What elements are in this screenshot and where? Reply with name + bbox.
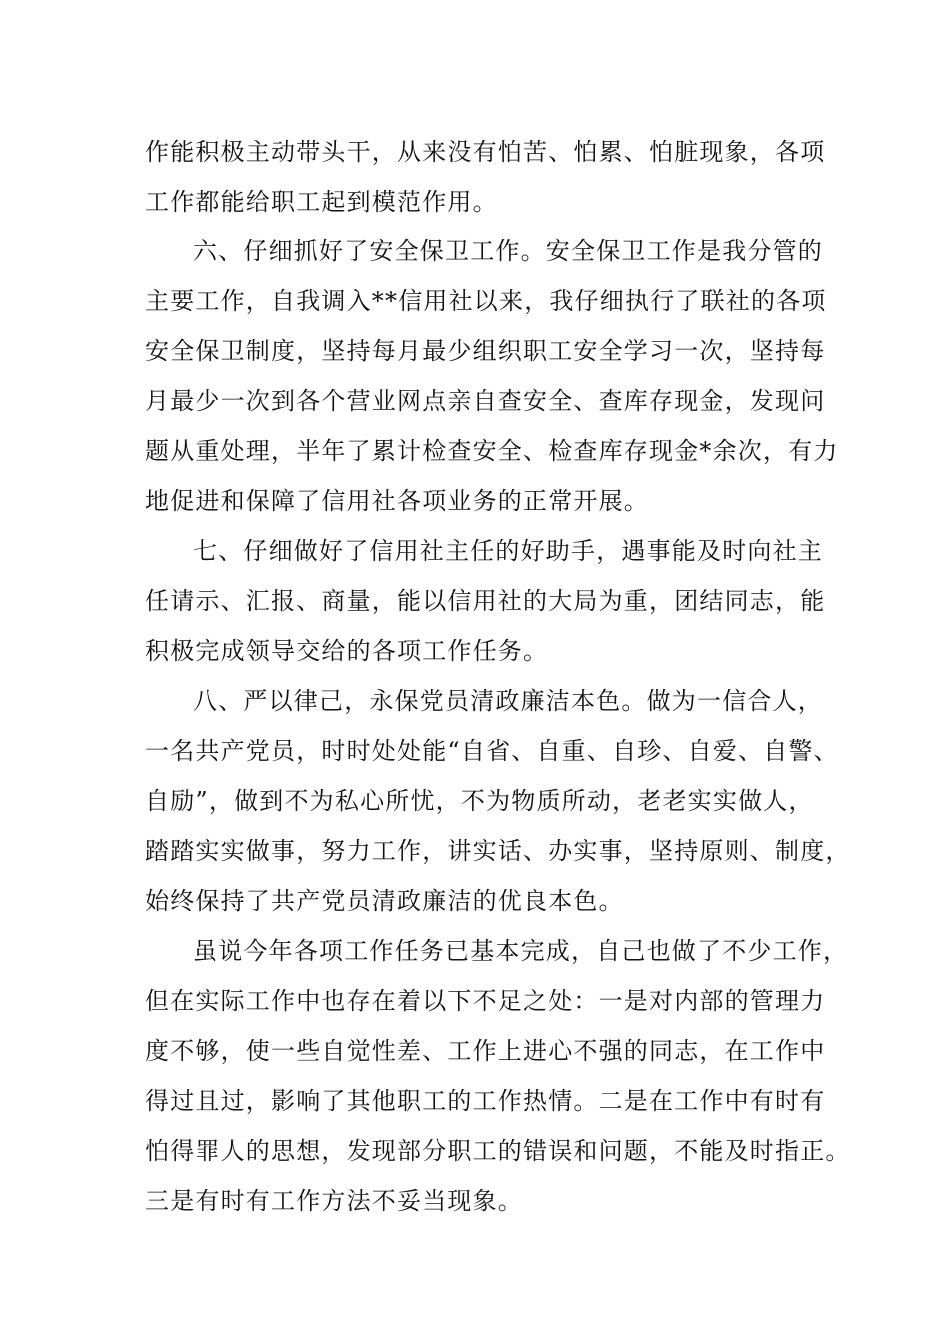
text-line: 积极完成领导交给的各项工作任务。	[145, 637, 549, 665]
text-line: 工作都能给职工起到模范作用。	[145, 188, 498, 216]
text-line: 自励”，做到不为私心所忧，不为物质所动，老老实实做人，	[145, 787, 814, 815]
text-line: 安全保卫制度，坚持每月最少组织职工安全学习一次，坚持每	[145, 337, 826, 365]
text-line: 但在实际工作中也存在着以下不足之处：一是对内部的管理力	[145, 987, 826, 1015]
text-line: 始终保持了共产党员清政廉洁的优良本色。	[145, 887, 624, 915]
text-line: 作能积极主动带头干，从来没有怕苦、怕累、怕脏现象，各项	[145, 138, 826, 166]
text-line: 一名共产党员，时时处处能“自省、自重、自珍、自爱、自警、	[145, 737, 839, 765]
text-line: 三是有时有工作方法不妥当现象。	[145, 1187, 523, 1215]
paragraph-8-start: 八、严以律己，永保党员清政廉洁本色。做为一信合人，	[193, 687, 823, 715]
paragraph-6-start: 六、仔细抓好了安全保卫工作。安全保卫工作是我分管的	[193, 237, 823, 265]
text-line: 地促进和保障了信用社各项业务的正常开展。	[145, 487, 649, 515]
text-line: 得过且过，影响了其他职工的工作热情。二是在工作中有时有	[145, 1087, 826, 1115]
text-line: 怕得罪人的思想，发现部分职工的错误和问题，不能及时指正。	[145, 1137, 851, 1165]
text-line: 主要工作，自我调入**信用社以来，我仔细执行了联社的各项	[145, 287, 827, 315]
text-line: 度不够，使一些自觉性差、工作上进心不强的同志，在工作中	[145, 1037, 826, 1065]
paragraph-7-start: 七、仔细做好了信用社主任的好助手，遇事能及时向社主	[193, 537, 823, 565]
text-line: 踏踏实实做事，努力工作，讲实话、办实事，坚持原则、制度，	[145, 837, 851, 865]
text-line: 题从重处理，半年了累计检查安全、检查库存现金*余次，有力	[145, 437, 839, 465]
paragraph-summary-start: 虽说今年各项工作任务已基本完成，自己也做了不少工作，	[193, 937, 849, 965]
text-line: 月最少一次到各个营业网点亲自查安全、查库存现金，发现问	[145, 387, 826, 415]
text-line: 任请示、汇报、商量，能以信用社的大局为重，团结同志，能	[145, 587, 826, 615]
